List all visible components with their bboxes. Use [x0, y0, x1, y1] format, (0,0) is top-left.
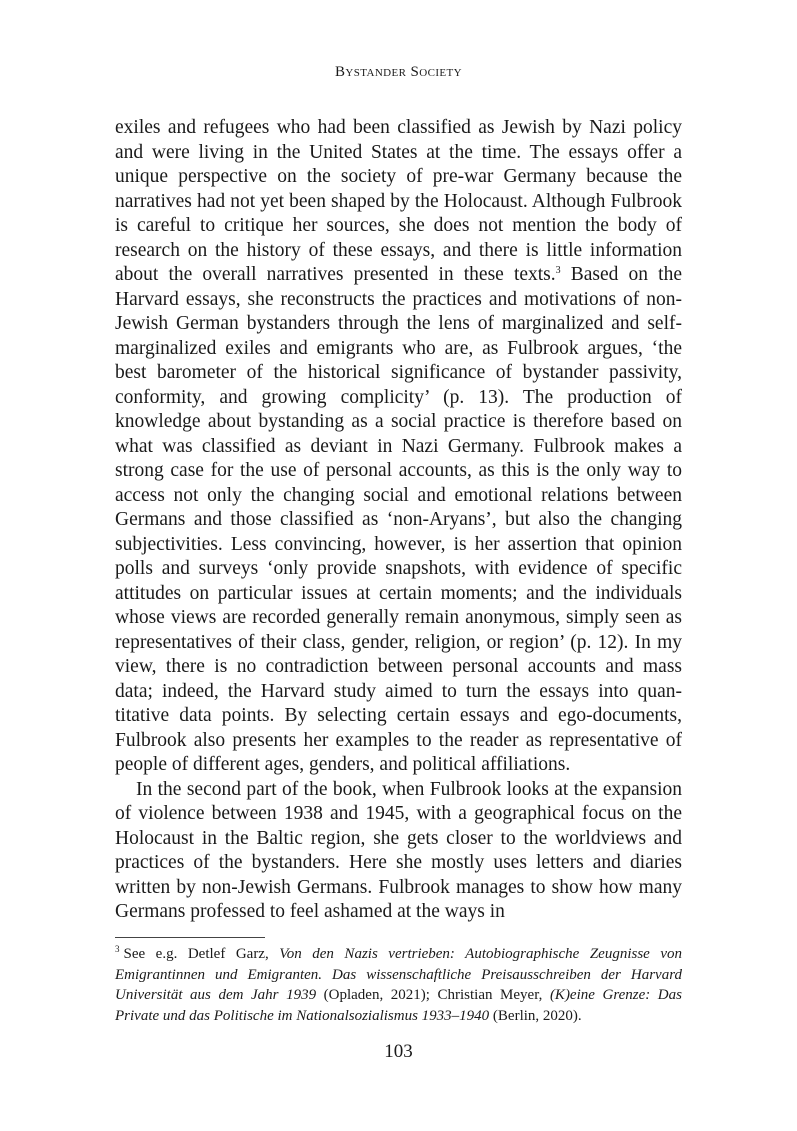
footnote-text-3: (Berlin, 2020).	[489, 1007, 582, 1024]
paragraph-1-part-2: Based on the Harvard essays, she reconstructs the practices and motivations of non-Jewish German bystanders through the lens of marginalized and self-marginalized exiles and emigrants who are, as Fulbrook argues, ‘the best barometer of the historical significance of bystander passivity, conformity, and growing complicity’ (p. 13). The production of knowledge about bystanding as a social practice is therefore based on what was classified as deviant in Nazi Germany. Fulbrook makes a strong case for the use of personal accounts, as this is the only way to access not only the changing social and emotional relations between Germans and those classified as ‘non-Aryans’, but also the changing subjectivities. Less convincing, however, is her assertion that opinion polls and surveys ‘only provide snapshots, with evidence of specific attitudes on particular issues at certain moments; and the individuals whose views are recorded generally remain anonymous, simply seen as representatives of their class, gender, religion, or region’ (p. 12). In my view, there is no contradiction between personal accounts and mass data; indeed, the Harvard study aimed to turn the essays into quantitative data points. By selecting certain essays and ego-documents, Fulbrook also presents her examples to the reader as representative of people of different ages, genders, and political affiliations.	[115, 264, 682, 775]
footnote-title-1: Von den Nazis vertrieben: Autobiographische Zeugnisse von Emigrantinnen und Emigranten. Das wissenschaftliche Preisausschreiben der Harvard Universität aus dem Jahr 1939	[115, 946, 683, 1003]
running-head: Bystander Society	[334, 64, 462, 80]
footnote-title-2: (K)eine Grenze: Das Private und das Politische im Nationalsozialismus 1933–1940	[115, 987, 682, 1024]
body-text	[115, 116, 682, 925]
page-number: 103	[384, 1041, 413, 1062]
footnote-text-2: (Opladen, 2021); Christian Meyer,	[316, 987, 550, 1003]
paragraph-1-part-1: exiles and refugees who had been classified as Jewish by Nazi policy and were living in the United States at the time. The essays offer a unique perspective on the society of pre-war Germany because the narratives had not yet been shaped by the Holocaust. Although Fulbrook is careful to critique her sources, she does not mention the body of research on the history of these essays, and there is little information about the overall narratives presented in these texts.	[115, 117, 682, 285]
footnote-text-1: See e.g. Detlef Garz,	[123, 946, 280, 962]
footnote	[115, 944, 682, 1026]
footnote-rule	[115, 937, 265, 938]
paragraph-2: In the second part of the book, when Fulbrook looks at the expansion of violence between 1938 and 1945, with a geographical focus on the Holocaust in the Baltic region, she gets closer to the worldviews and practices of the bystanders. Here she mostly uses letters and diaries written by non-Jewish Germans. Fulbrook manages to show how many Germans professed to feel ashamed at the ways in	[115, 778, 682, 922]
paragraph-1	[115, 116, 682, 778]
footnote-reference: 3	[555, 265, 561, 276]
footnote-number: 3	[115, 944, 120, 954]
